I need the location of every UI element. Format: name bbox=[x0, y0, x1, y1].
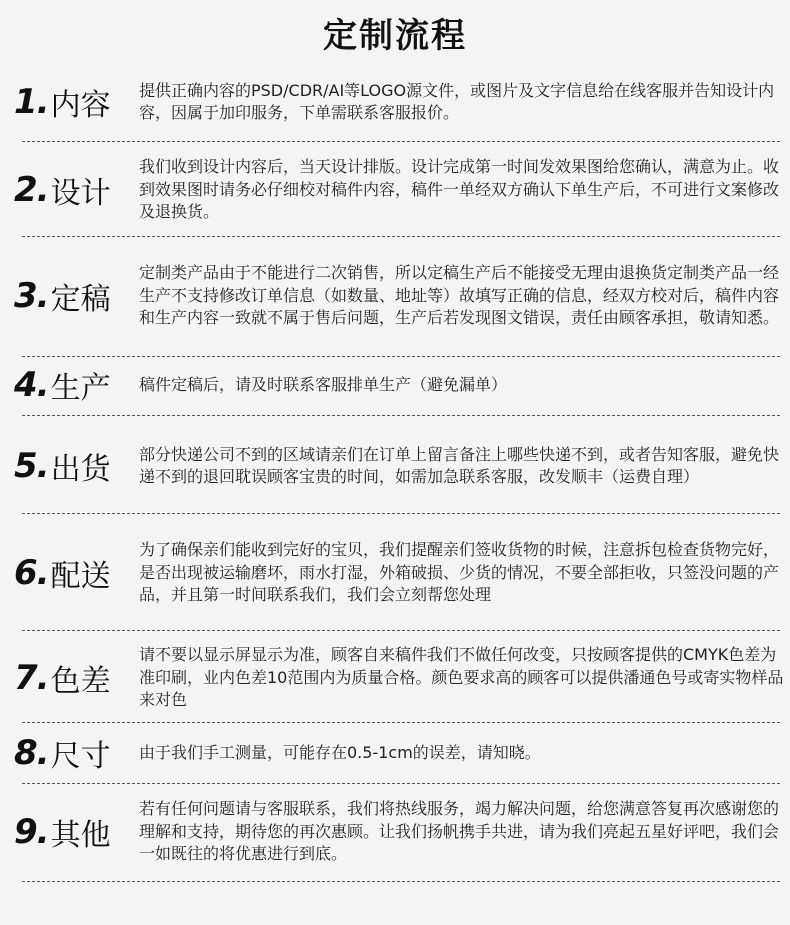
step-number: 7. bbox=[14, 658, 49, 698]
step-description bbox=[139, 150, 784, 230]
step-content bbox=[14, 792, 786, 872]
divider bbox=[22, 513, 780, 514]
step-name: 配送 bbox=[50, 559, 111, 594]
step-name: 尺寸 bbox=[50, 739, 111, 774]
step-head bbox=[14, 70, 138, 134]
step-head bbox=[14, 792, 138, 872]
divider bbox=[22, 783, 780, 784]
step-head bbox=[14, 244, 138, 348]
step-description bbox=[139, 70, 784, 134]
step-number: 5. bbox=[14, 446, 49, 486]
divider bbox=[22, 236, 780, 237]
step-description bbox=[139, 640, 784, 716]
step-number: 2. bbox=[14, 170, 49, 210]
step-number: 1. bbox=[14, 82, 49, 122]
step-name: 设计 bbox=[50, 176, 111, 211]
step-text: 请不要以显示屏显示为准，顾客自来稿件我们不做任何改变，只按顾客提供的CMYK色差为准印刷，业内色差10范围内为质量合格。颜色要求高的顾客可以提供潘通色号或寄实物样品来对色 bbox=[139, 645, 784, 710]
step-name: 生产 bbox=[50, 371, 111, 406]
divider bbox=[22, 356, 780, 357]
step-head bbox=[14, 426, 138, 506]
step-content bbox=[14, 523, 786, 623]
step-description bbox=[139, 362, 784, 408]
step-text: 提供正确内容的PSD/CDR/AI等LOGO源文件，或图片及文字信息给在线客服并告知设计内容，因属于加印服务，下单需联系客服报价。 bbox=[139, 80, 775, 122]
step-number: 6. bbox=[14, 553, 49, 593]
step-description bbox=[139, 792, 784, 872]
divider bbox=[22, 630, 780, 631]
step-text: 稿件定稿后，请及时联系客服排单生产（避免漏单） bbox=[139, 374, 508, 394]
step-description bbox=[139, 523, 784, 623]
divider bbox=[22, 722, 780, 723]
step-head bbox=[14, 150, 138, 230]
step-number: 4. bbox=[14, 365, 49, 405]
step-content bbox=[14, 244, 786, 348]
page-title: 定制流程 bbox=[323, 16, 467, 56]
step-content bbox=[14, 730, 786, 776]
step-text: 由于我们手工测量，可能存在0.5-1cm的误差，请知晓。 bbox=[139, 742, 541, 762]
step-content bbox=[14, 150, 786, 230]
step-text: 定制类产品由于不能进行二次销售，所以定稿生产后不能接受无理由退换货定制类产品一经生产不支持修改订单信息（如数量、地址等）故填写正确的信息，经双方校对后，稿件内容和生产内容一致就不属于售后问题，生产后若发现图文错误，责任由顾客承担，敬请知悉。 bbox=[139, 263, 780, 328]
step-head bbox=[14, 362, 138, 408]
step-number: 3. bbox=[14, 276, 49, 316]
step-text: 若有任何问题请与客服联系，我们将热线服务，竭力解决问题，给您满意答复再次感谢您的理解和支持，期待您的再次惠顾。让我们扬帆携手共进，请为我们亮起五星好评吧，我们会一如既往的将优惠进行到底。 bbox=[139, 799, 780, 864]
divider bbox=[22, 415, 780, 416]
step-description bbox=[139, 730, 784, 776]
step-name: 出货 bbox=[50, 452, 111, 487]
step-content bbox=[14, 70, 786, 134]
step-content bbox=[14, 640, 786, 716]
step-number: 8. bbox=[14, 733, 49, 773]
step-head bbox=[14, 730, 138, 776]
step-text: 为了确保亲们能收到完好的宝贝，我们提醒亲们签收货物的时候，注意拆包检查货物完好，是否出现被运输磨坏，雨水打湿，外箱破损、少货的情况，不要全部拒收，只签没问题的产品，并且第一时间联系我们，我们会立刻帮您处理 bbox=[139, 540, 780, 605]
step-text: 部分快递公司不到的区域请亲们在订单上留言备注上哪些快递不到，或者告知客服，避免快递不到的退回耽误顾客宝贵的时间，如需加急联系客服，改发顺丰（运费自理） bbox=[139, 444, 780, 486]
step-text: 我们收到设计内容后，当天设计排版。设计完成第一时间发效果图给您确认，满意为止。收到效果图时请务必仔细校对稿件内容，稿件一单经双方确认下单生产后，不可进行文案修改及退换货。 bbox=[139, 157, 780, 222]
step-content bbox=[14, 426, 786, 506]
step-name: 其他 bbox=[50, 818, 111, 853]
step-description bbox=[139, 426, 784, 506]
step-name: 色差 bbox=[50, 664, 111, 699]
step-name: 定稿 bbox=[50, 282, 111, 317]
step-name: 内容 bbox=[50, 88, 111, 123]
step-number: 9. bbox=[14, 812, 49, 852]
step-head bbox=[14, 640, 138, 716]
step-content bbox=[14, 362, 786, 408]
step-description bbox=[139, 244, 784, 348]
divider bbox=[22, 141, 780, 142]
step-head bbox=[14, 523, 138, 623]
divider bbox=[22, 881, 780, 882]
